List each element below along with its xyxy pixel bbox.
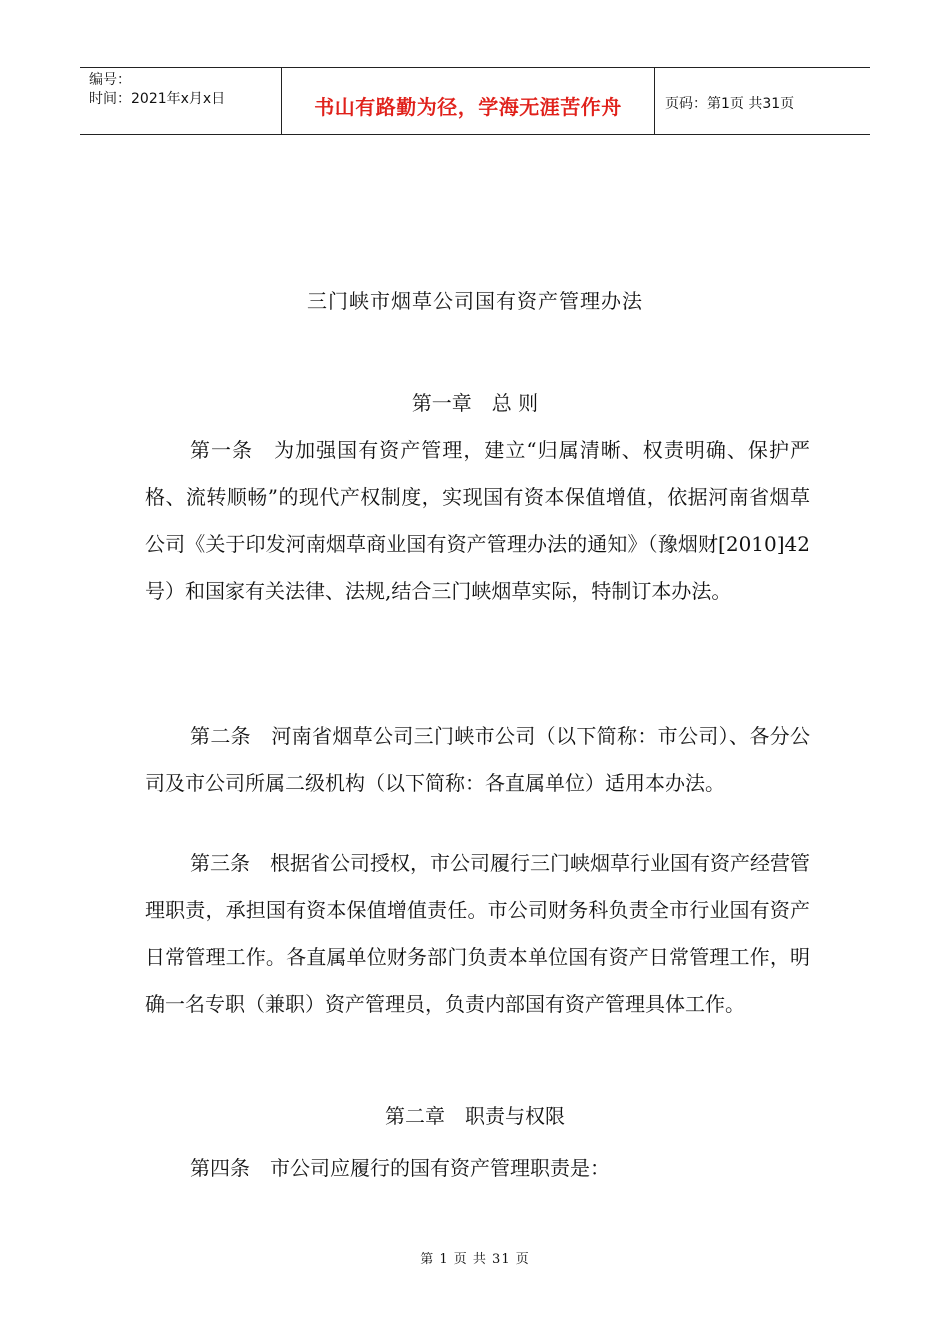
motto-text: 书山有路勤为径，学海无涯苦作舟 <box>314 94 622 119</box>
document-title: 三门峡市烟草公司国有资产管理办法 <box>307 289 643 313</box>
chapter-heading-1: 第一章 总 则 <box>411 391 539 415</box>
page-info: 页码：第1页 共31页 <box>665 96 795 112</box>
chapter-heading-2: 第二章 职责与权限 <box>385 1104 565 1128</box>
article-2: 第二条 河南省烟草公司三门峡市公司（以下简称：市公司）、各分公司及市公司所属二级机构（以下简称：各直属单位）适用本办法。 <box>145 724 810 795</box>
number-label: 编号： <box>89 72 131 88</box>
header-meta-cell <box>80 68 282 134</box>
header-table <box>80 67 870 135</box>
article-1: 第一条 为加强国有资产管理，建立“归属清晰、权责明确、保护严格、流转顺畅”的现代产权制度，实现国有资本保值增值，依据河南省烟草公司《关于印发河南烟草商业国有资产管理办法的通知》（豫烟财[2010]42号）和国家有关法律、法规,结合三门峡烟草实际，特制订本办法。 <box>145 438 810 603</box>
header-page-cell <box>655 68 870 134</box>
header-motto-cell <box>282 68 655 134</box>
article-3: 第三条 根据省公司授权，市公司履行三门峡烟草行业国有资产经营管理职责，承担国有资本保值增值责任。市公司财务科负责全市行业国有资产日常管理工作。各直属单位财务部门负责本单位国有资产日常管理工作，明确一名专职（兼职）资产管理员，负责内部国有资产管理具体工作。 <box>145 851 810 1016</box>
page-footer: 第 1 页 共 31 页 <box>420 1252 530 1267</box>
article-4: 第四条 市公司应履行的国有资产管理职责是： <box>190 1156 610 1180</box>
date-label: 时间：2021年x月x日 <box>89 91 226 107</box>
